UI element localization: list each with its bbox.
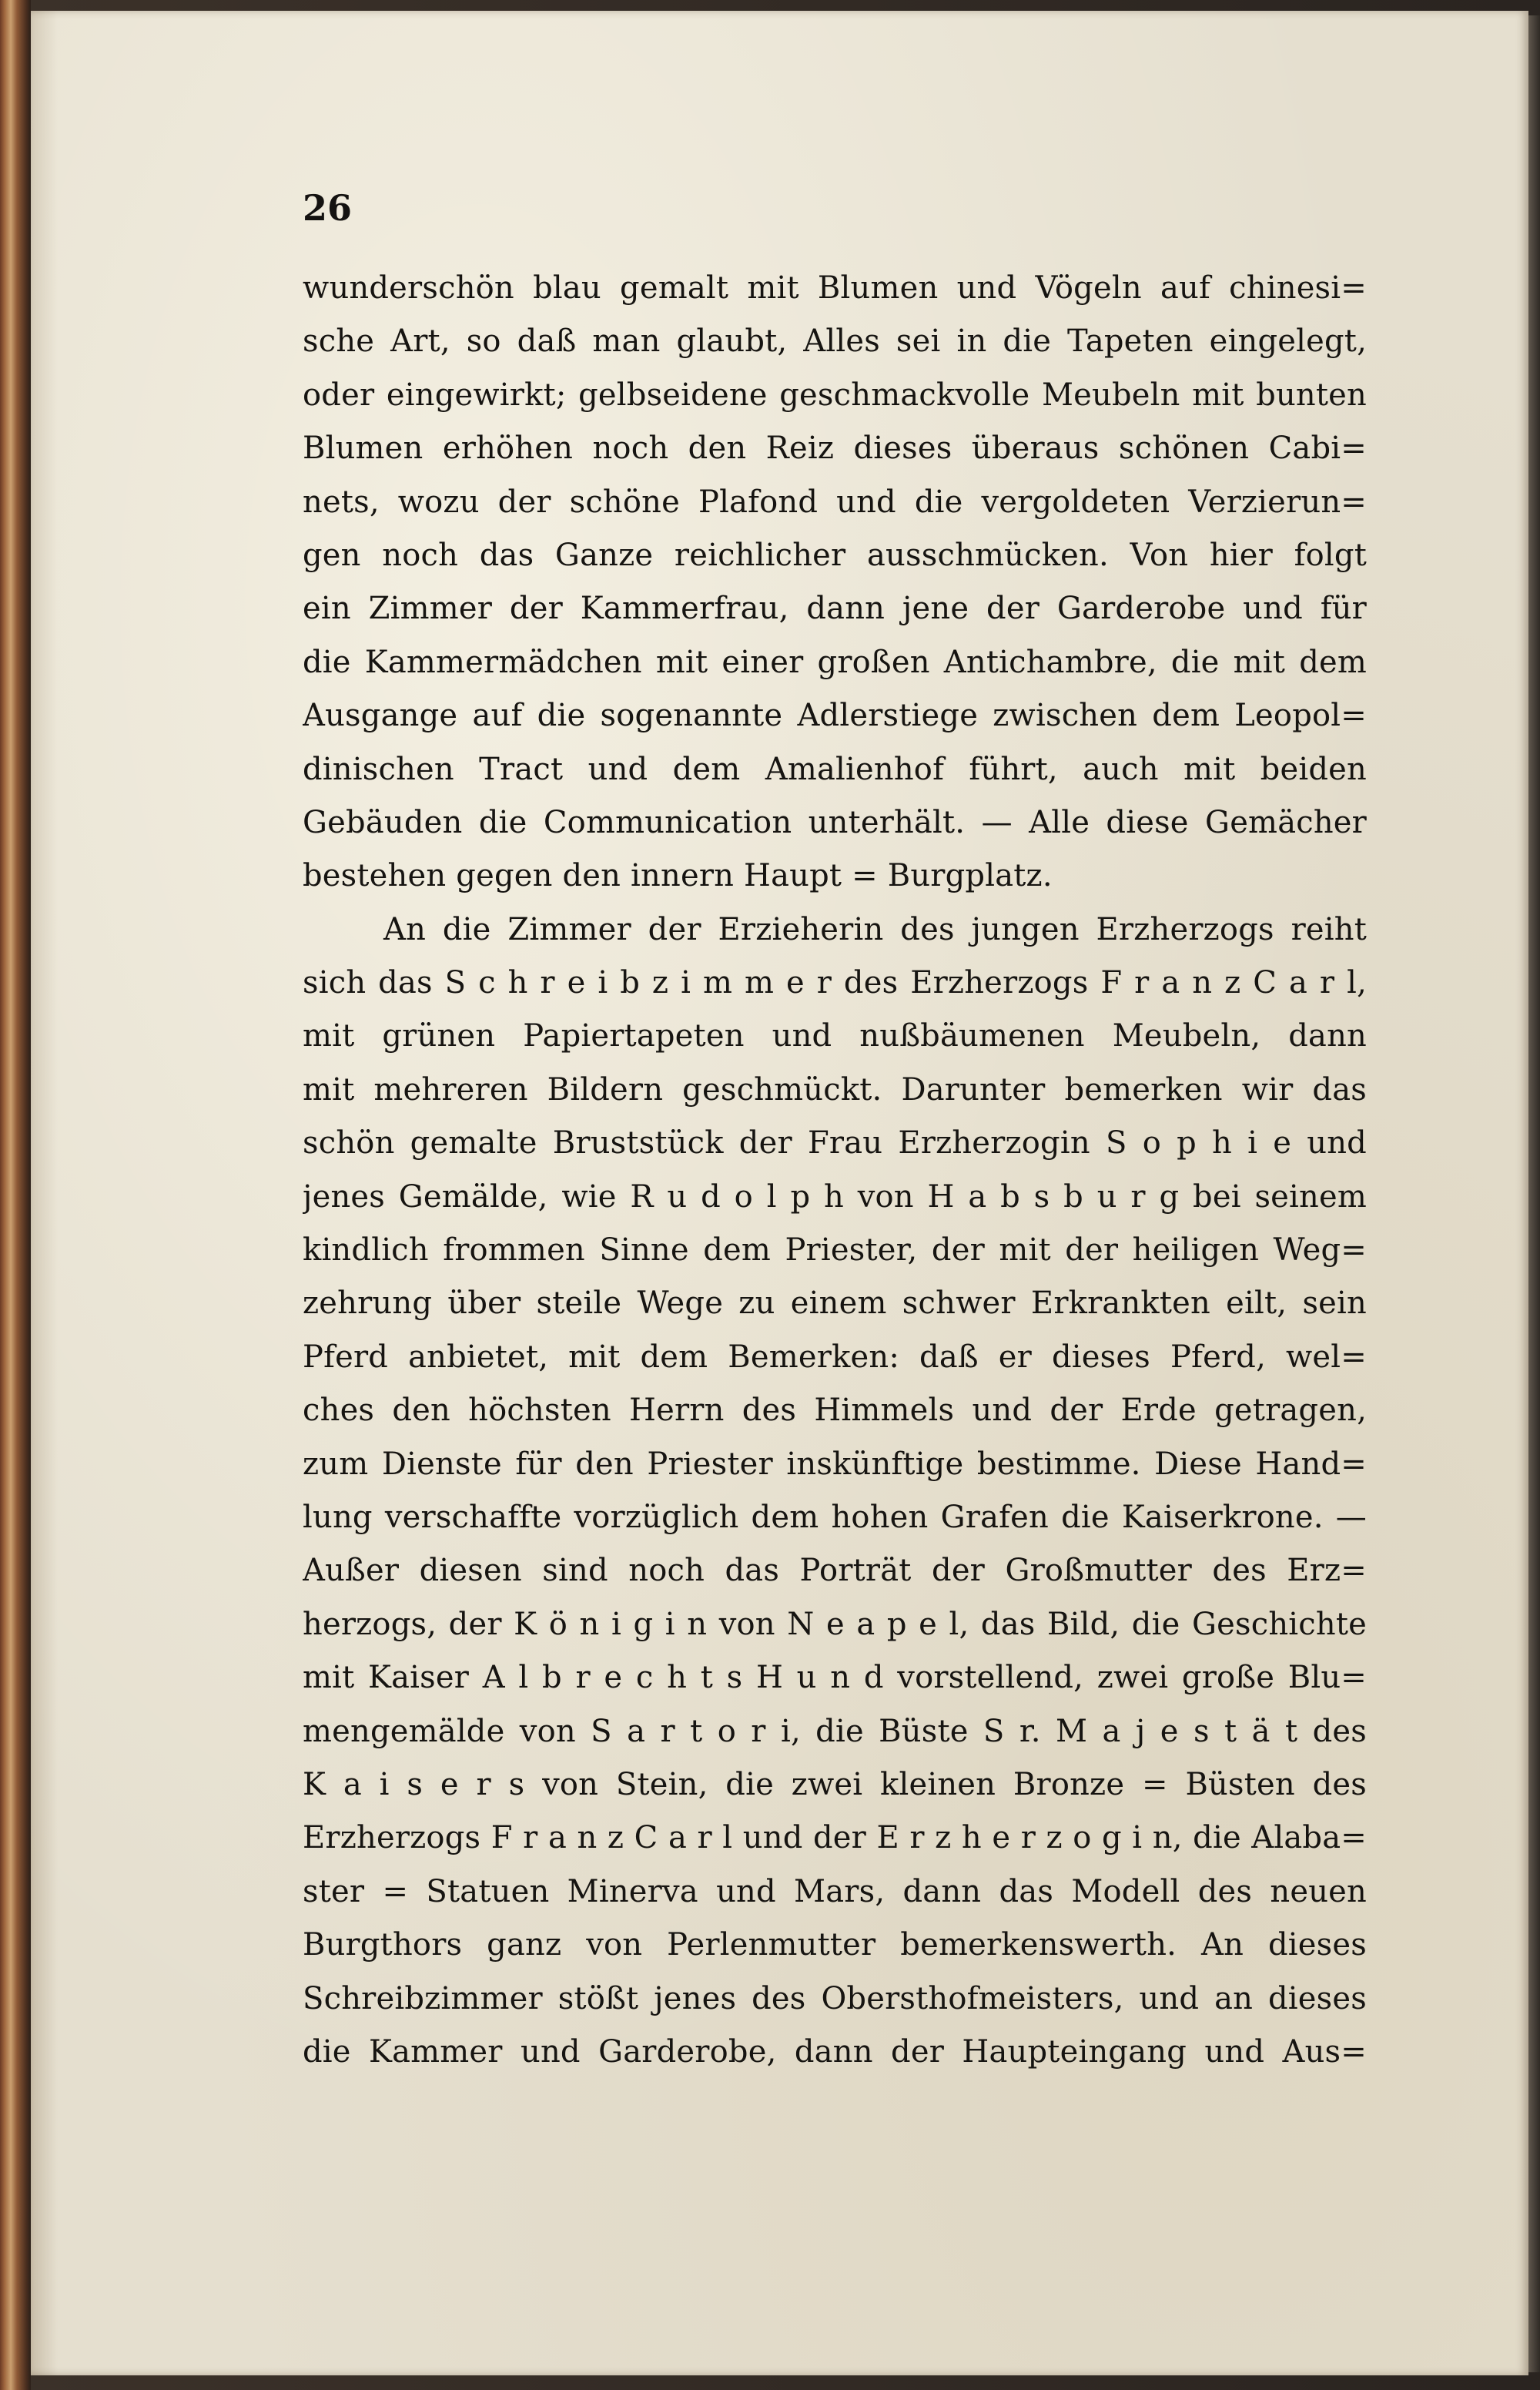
text-line: Ausgange auf die sogenannte Adlerstiege zwischen dem Leopol= <box>303 698 1367 734</box>
text-line: lung verschaffte vorzüglich dem hohen Grafen die Kaiserkrone. — <box>303 1499 1367 1535</box>
body-text <box>303 262 1367 2079</box>
text-line: mit Kaiser A l b r e c h t s H u n d vorstellend, zwei große Blu= <box>303 1660 1367 1696</box>
text-line: jenes Gemälde, wie R u d o l p h von H a b s b u r g bei seinem <box>303 1178 1367 1215</box>
text-line: Schreibzimmer stößt jenes des Obersthofmeisters, und an dieses <box>303 1980 1367 2016</box>
text-line: ein Zimmer der Kammerfrau, dann jene der Garderobe und für <box>303 591 1367 627</box>
text-line: Außer diesen sind noch das Porträt der Großmutter des Erz= <box>303 1553 1367 1589</box>
text-line: Burgthors ganz von Perlenmutter bemerkenswerth. An dieses <box>303 1927 1367 1963</box>
text-line: wunderschön blau gemalt mit Blumen und Vögeln auf chinesi= <box>303 270 1367 306</box>
text-line: sche Art, so daß man glaubt, Alles sei in die Tapeten eingelegt, <box>303 323 1367 360</box>
text-line: schön gemalte Bruststück der Frau Erzherzogin S o p h i e und <box>303 1125 1367 1161</box>
text-line: herzogs, der K ö n i g i n von N e a p e l, das Bild, die Geschichte <box>303 1606 1367 1642</box>
text-line: Gebäuden die Communication unterhält. — Alle diese Gemächer <box>303 804 1367 840</box>
text-line: mengemälde von S a r t o r i, die Büste S r. M a j e s t ä t des <box>303 1713 1367 1749</box>
text-line: bestehen gegen den innern Haupt = Burgplatz. <box>303 858 1053 894</box>
text-line: nets, wozu der schöne Plafond und die vergoldeten Verzierun= <box>303 484 1367 520</box>
text-line: die Kammermädchen mit einer großen Antichambre, die mit dem <box>303 644 1367 680</box>
text-line: ches den höchsten Herrn des Himmels und der Erde getragen, <box>303 1393 1367 1429</box>
text-line: die Kammer und Garderobe, dann der Haupteingang und Aus= <box>303 2033 1367 2070</box>
text-line: oder eingewirkt; gelbseidene geschmackvolle Meubeln mit bunten <box>303 377 1367 413</box>
text-line: mit grünen Papiertapeten und nußbäumenen Meubeln, dann <box>303 1018 1367 1054</box>
page-number: 26 <box>303 187 353 229</box>
text-line: gen noch das Ganze reichlicher ausschmücken. Von hier folgt <box>303 537 1367 573</box>
text-line: K a i s e r s von Stein, die zwei kleinen Bronze = Büsten des <box>303 1766 1367 1802</box>
text-line: dinischen Tract und dem Amalienhof führt, auch mit beiden <box>303 751 1367 787</box>
text-line: sich das S c h r e i b z i m m e r des Erzherzogs F r a n z C a r l, <box>303 965 1367 1001</box>
text-line: zehrung über steile Wege zu einem schwer Erkrankten eilt, sein <box>303 1286 1367 1322</box>
text-line: Blumen erhöhen noch den Reiz dieses überaus schönen Cabi= <box>303 431 1367 467</box>
text-line: kindlich frommen Sinne dem Priester, der mit der heiligen Weg= <box>303 1232 1367 1269</box>
text-line: An die Zimmer der Erzieherin des jungen Erzherzogs reiht <box>383 911 1367 947</box>
text-line: zum Dienste für den Priester inskünftige bestimme. Diese Hand= <box>303 1446 1367 1482</box>
text-line: Pferd anbietet, mit dem Bemerken: daß er dieses Pferd, wel= <box>303 1339 1367 1375</box>
text-line: Erzherzogs F r a n z C a r l und der E r z h e r z o g i n, die Alaba= <box>303 1820 1367 1856</box>
book-spine <box>0 0 31 2390</box>
text-line: mit mehreren Bildern geschmückt. Darunter bemerken wir das <box>303 1071 1367 1108</box>
text-line: ster = Statuen Minerva und Mars, dann das Modell des neuen <box>303 1873 1367 1909</box>
